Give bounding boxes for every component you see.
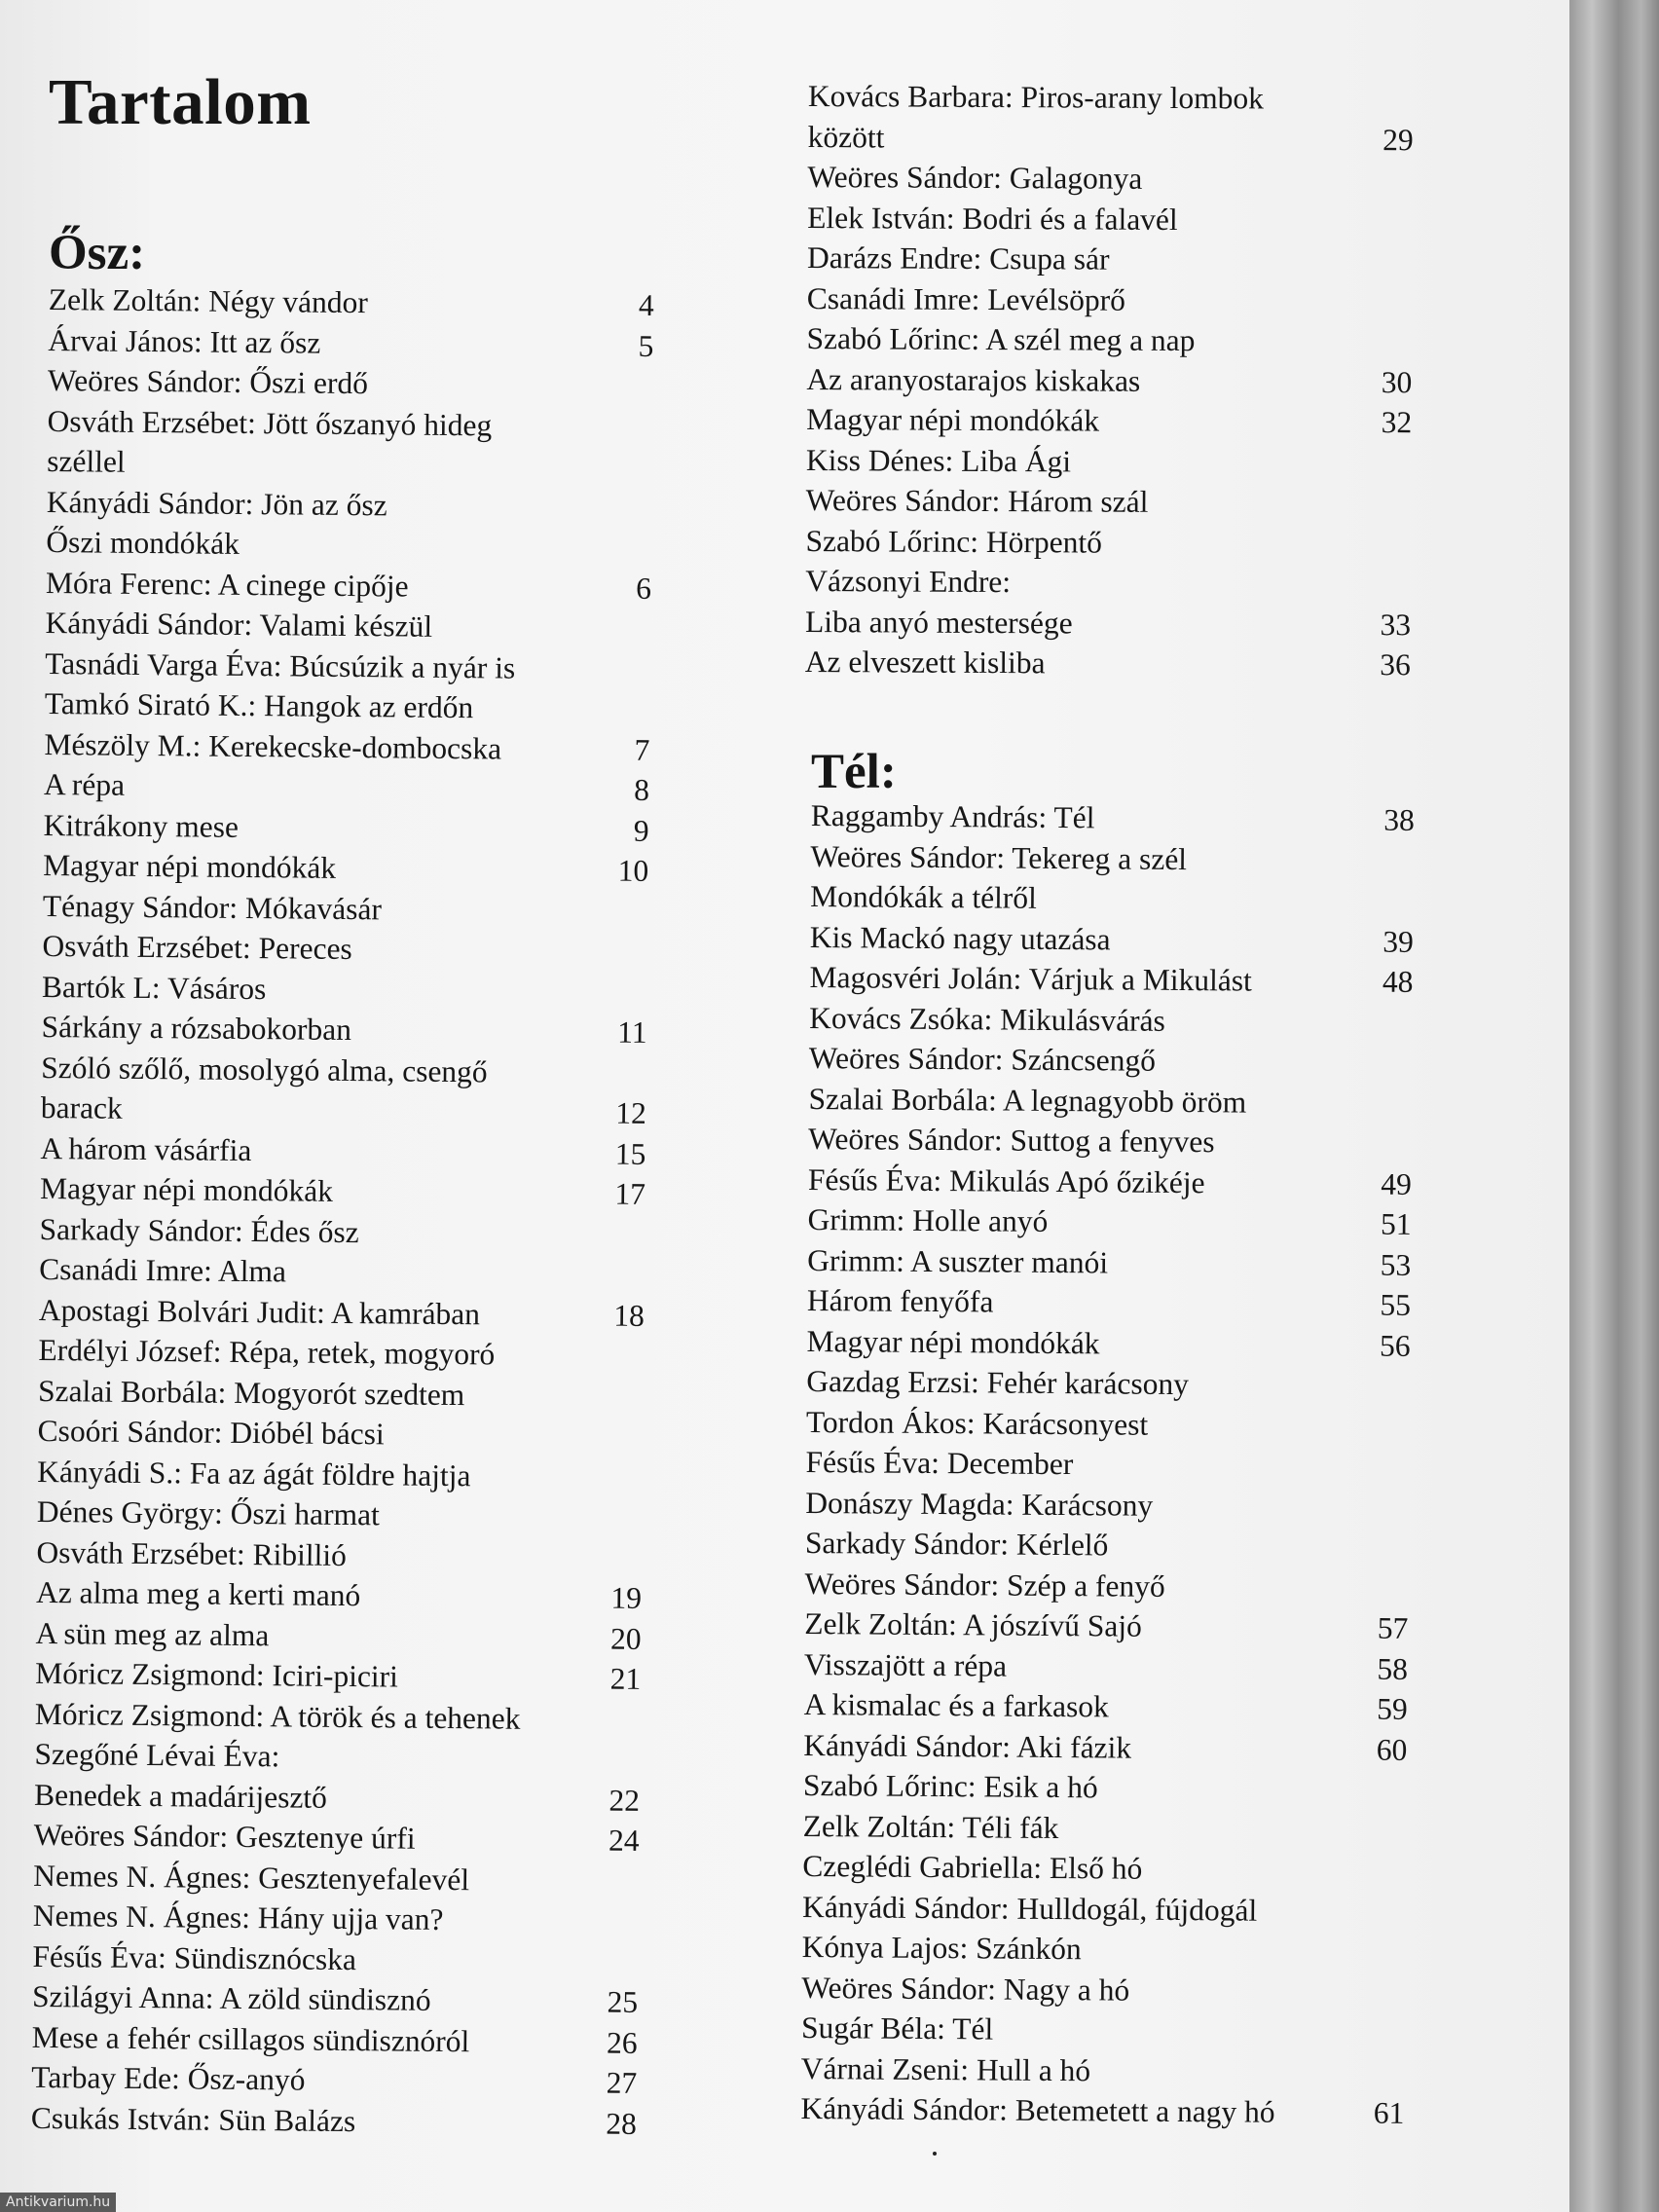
toc-entry [804, 1604, 1408, 1648]
toc-entry [35, 1612, 641, 1658]
toc-entry-title: Szabó Lőrinc: A szél meg a nap [806, 320, 1196, 358]
toc-entry-title: Szabó Lőrinc: Hörpentő [805, 523, 1103, 560]
toc-entry [37, 1451, 643, 1496]
toc-entry [39, 1289, 645, 1335]
toc-entry-page-number: 19 [610, 1580, 643, 1615]
toc-entry [49, 279, 654, 325]
toc-entry-title: Három fenyőfa [806, 1282, 994, 1319]
toc-entry-page-number: 11 [617, 1014, 647, 1050]
toc-entry [46, 522, 651, 568]
toc-entry [37, 1492, 643, 1537]
toc-entry-page-number: 22 [608, 1783, 641, 1818]
toc-entry [41, 1088, 646, 1133]
toc-entry [47, 400, 652, 446]
toc-entry-title: Kovács Barbara: Piros-arany lombok [807, 78, 1264, 116]
toc-entry [39, 1249, 645, 1295]
toc-entry [39, 1208, 645, 1254]
toc-entry-title: A répa [43, 766, 126, 802]
toc-entry-title: Erdélyi József: Répa, retek, mogyoró [38, 1332, 496, 1372]
toc-entry-title: Nemes N. Ágnes: Gesztenyefalevél [33, 1858, 470, 1897]
toc-entry [35, 1693, 641, 1739]
toc-entry-title: Mese a fehér csillagos sündisznóról [31, 2019, 470, 2058]
toc-entry-page-number: 21 [609, 1661, 642, 1696]
toc-entry [37, 1411, 643, 1456]
toc-entry-title: Mészöly M.: Kerekecske-dombocska [44, 726, 502, 765]
toc-entry-page-number: 5 [638, 328, 654, 363]
toc-entry-title: Weöres Sándor: Szép a fenyő [804, 1566, 1165, 1604]
toc-entry-page-number: 12 [615, 1095, 646, 1130]
toc-entry [42, 966, 647, 1012]
toc-entry-page-number: 25 [607, 1984, 639, 2019]
toc-entry [46, 562, 651, 608]
toc-entry-title: Weöres Sándor: Suttog a fenyves [808, 1121, 1215, 1160]
toc-entry-title: Zelk Zoltán: Téli fák [802, 1808, 1059, 1845]
toc-entry-page-number: 49 [1381, 1166, 1413, 1201]
toc-entry-title: Tordon Ákos: Karácsonyest [805, 1404, 1149, 1442]
toc-entry [44, 764, 649, 810]
toc-entry-title: Szilágyi Anna: A zöld sündisznó [31, 1978, 431, 2017]
toc-entry-title: Az alma meg a kerti manó [35, 1574, 361, 1613]
toc-entry-title: Fésűs Éva: December [805, 1444, 1074, 1482]
toc-entry [810, 876, 1414, 921]
toc-entry-page-number: 26 [606, 2025, 638, 2060]
toc-list-osz-continued [805, 76, 1414, 685]
toc-entry-page-number: 39 [1382, 924, 1414, 959]
toc-entry-title: Szegőné Lévai Éva: [34, 1736, 280, 1774]
toc-entry-title: Weöres Sándor: Három szál [805, 482, 1149, 519]
toc-entry-page-number: 30 [1381, 364, 1413, 399]
toc-entry [32, 1976, 638, 2022]
toc-entry-page-number: 61 [1373, 2095, 1405, 2130]
toc-entry-title: Liba anyó mestersége [804, 604, 1073, 640]
toc-entry-page-number: 51 [1380, 1206, 1412, 1241]
toc-entry [810, 835, 1414, 880]
toc-entry [38, 1330, 644, 1376]
toc-entry [805, 1523, 1409, 1567]
toc-entry-title: Osváth Erzsébet: Pereces [42, 928, 352, 967]
toc-entry [31, 2016, 637, 2062]
toc-entry [808, 116, 1414, 160]
toc-entry [805, 601, 1411, 645]
toc-entry-title: Csanádi Imre: Levélsöprő [806, 280, 1126, 317]
toc-entry-title: Osváth Erzsébet: Jött őszanyó hideg [47, 403, 493, 442]
toc-entry [805, 561, 1411, 605]
toc-entry-page-number: 48 [1382, 964, 1414, 999]
toc-entry-title: Magyar népi mondókák [43, 847, 337, 885]
toc-entry [807, 1280, 1411, 1325]
toc-entry [40, 1168, 645, 1214]
watermark: Antikvarium.hu [0, 2193, 116, 2212]
toc-entry-page-number: 38 [1383, 802, 1415, 837]
toc-entry-title: Vázsonyi Endre: [805, 563, 1012, 600]
toc-entry-title: Donászy Magda: Karácsony [805, 1485, 1154, 1523]
toc-entry-title: között [807, 119, 885, 154]
toc-entry-title: Szóló szőlő, mosolygó alma, csengő [41, 1050, 488, 1088]
toc-entry-title: Weöres Sándor: Tekereg a szél [810, 838, 1188, 876]
page-edge-stack [1569, 0, 1659, 2212]
toc-entry-title: Várnai Zseni: Hull a hó [800, 2050, 1091, 2087]
page-title: Tartalom [49, 66, 312, 138]
toc-entry [806, 1401, 1410, 1446]
toc-entry [47, 441, 652, 487]
toc-entry [33, 1855, 639, 1900]
toc-entry [43, 885, 648, 931]
section-heading-osz: Ősz: [49, 226, 146, 280]
toc-entry [803, 1805, 1407, 1850]
toc-entry-page-number: 56 [1379, 1328, 1411, 1363]
toc-entry-title: Apostagi Bolvári Judit: A kamrában [38, 1292, 481, 1331]
toc-entry [31, 2097, 637, 2143]
toc-entry [808, 1078, 1412, 1123]
toc-entry [44, 723, 649, 769]
toc-entry-title: Magyar népi mondókák [806, 1323, 1100, 1360]
toc-entry-page-number: 28 [606, 2106, 638, 2141]
toc-entry [805, 1442, 1409, 1487]
toc-entry-title: Árvai János: Itt az ősz [48, 322, 321, 360]
print-speck [933, 2152, 937, 2156]
toc-entry [31, 2057, 637, 2103]
toc-entry [809, 957, 1413, 1002]
toc-entry-title: Kis Mackó nagy utazása [809, 919, 1111, 956]
toc-entry-page-number: 18 [613, 1298, 645, 1333]
toc-entry [805, 642, 1411, 685]
toc-entry [807, 1239, 1411, 1284]
toc-entry [34, 1774, 640, 1820]
toc-entry [808, 1159, 1412, 1203]
toc-entry [801, 2008, 1405, 2052]
toc-entry [807, 277, 1413, 321]
toc-entry-page-number: 59 [1377, 1691, 1408, 1726]
toc-entry-page-number: 9 [633, 813, 649, 848]
toc-entry-title: Magyar népi mondókák [806, 401, 1100, 438]
toc-entry-title: Czeglédi Gabriella: Első hó [802, 1848, 1143, 1886]
toc-entry-title: Weöres Sándor: Gesztenye úrfi [33, 1817, 416, 1856]
toc-entry [801, 1967, 1405, 2011]
toc-entry-title: Szabó Lőrinc: Esik a hó [802, 1767, 1098, 1805]
toc-entry-page-number: 29 [1382, 122, 1414, 157]
toc-entry [40, 1127, 645, 1173]
toc-entry-title: Az elveszett kisliba [804, 644, 1046, 681]
toc-entry-title: Sarkady Sándor: Édes ősz [39, 1211, 359, 1249]
toc-entry-title: széllel [47, 443, 126, 479]
toc-entry-title: Kányádi Sándor: Jön az ősz [46, 484, 387, 522]
toc-entry-page-number: 10 [617, 853, 649, 888]
toc-entry-title: Kányádi Sándor: Betemetett a nagy hó [800, 2090, 1275, 2129]
toc-entry [808, 1119, 1412, 1163]
toc-entry-title: Kányádi Sándor: Hulldogál, fújdogál [801, 1889, 1258, 1928]
toc-entry-title: Sarkady Sándor: Kérlelő [804, 1525, 1109, 1563]
toc-entry [41, 1007, 646, 1052]
toc-entry [806, 1320, 1410, 1365]
toc-entry-title: Fésűs Éva: Mikulás Apó őzikéje [807, 1161, 1205, 1199]
toc-entry-title: Csoóri Sándor: Dióbél bácsi [37, 1413, 385, 1452]
toc-entry-title: Visszajött a répa [803, 1646, 1008, 1683]
toc-entry [806, 399, 1412, 443]
toc-entry-title: Ténagy Sándor: Mókavásár [42, 888, 383, 926]
toc-entry-title: Az aranyostarajos kiskakas [806, 361, 1141, 398]
toc-entry-title: Szalai Borbála: Mogyorót szedtem [37, 1373, 465, 1412]
toc-entry-page-number: 33 [1380, 607, 1412, 642]
toc-entry-title: Őszi mondókák [46, 524, 240, 561]
toc-entry-page-number: 36 [1380, 647, 1411, 682]
toc-entry [807, 238, 1413, 281]
toc-entry-page-number: 57 [1377, 1610, 1409, 1645]
toc-entry-title: A három vásárfia [40, 1130, 252, 1167]
toc-entry [36, 1531, 642, 1577]
toc-entry [48, 360, 653, 406]
toc-entry [803, 1724, 1407, 1769]
toc-entry-title: Kányádi Sándor: Valami készül [45, 605, 433, 644]
toc-entry [807, 157, 1413, 201]
toc-entry-title: Kányádi S.: Fa az ágát földre hajtja [37, 1454, 471, 1493]
toc-entry-title: Weöres Sándor: Nagy a hó [801, 1970, 1130, 2008]
toc-entry-title: A kismalac és a farkasok [803, 1686, 1109, 1724]
toc-entry-title: Nemes N. Ágnes: Hány ujja van? [32, 1898, 444, 1936]
toc-list-tel [800, 795, 1415, 2133]
toc-entry [805, 1482, 1409, 1527]
toc-entry-title: Dénes György: Őszi harmat [36, 1493, 380, 1532]
toc-entry-title: Móra Ferenc: A cinege cipője [45, 565, 409, 604]
toc-entry-page-number: 60 [1376, 1732, 1408, 1767]
toc-entry-title: Grimm: Holle anyó [807, 1201, 1049, 1238]
toc-entry [36, 1572, 642, 1618]
toc-entry [33, 1896, 639, 1941]
toc-entry [809, 997, 1413, 1042]
toc-entry [807, 1199, 1411, 1244]
toc-entry-title: Weöres Sándor: Őszi erdő [47, 362, 369, 401]
toc-entry-title: Weöres Sándor: Galagonya [807, 159, 1143, 196]
toc-entry-page-number: 53 [1380, 1247, 1412, 1282]
toc-entry [804, 1684, 1408, 1729]
toc-entry [804, 1643, 1408, 1688]
toc-entry-title: Kitrákony mese [43, 807, 240, 844]
toc-entry-page-number: 17 [614, 1176, 646, 1211]
toc-entry [810, 916, 1414, 961]
toc-entry [42, 926, 647, 972]
toc-entry [806, 1361, 1410, 1406]
toc-entry [800, 2088, 1404, 2133]
toc-entry-title: Móricz Zsigmond: A török és a tehenek [34, 1696, 521, 1736]
toc-entry [32, 1936, 638, 1981]
toc-entry-page-number: 58 [1377, 1651, 1409, 1686]
toc-entry-page-number: 6 [636, 571, 652, 606]
toc-entry-title: Tamkó Sirató K.: Hangok az erdőn [44, 685, 474, 725]
toc-entry [47, 481, 652, 527]
toc-entry-title: Magosvéri Jolán: Várjuk a Mikulást [809, 959, 1253, 998]
toc-entry [809, 1038, 1413, 1083]
toc-entry-title: Gazdag Erzsi: Fehér karácsony [806, 1363, 1190, 1402]
toc-entry-page-number: 24 [608, 1823, 640, 1858]
toc-entry [806, 480, 1412, 524]
toc-entry [33, 1815, 639, 1861]
toc-entry-title: A sün meg az alma [35, 1615, 270, 1652]
toc-entry-title: Weöres Sándor: Száncsengő [808, 1040, 1157, 1078]
toc-entry-title: Zelk Zoltán: A jószívű Sajó [804, 1605, 1142, 1643]
toc-entry-title: Mondókák a télről [810, 878, 1038, 915]
toc-entry-title: Kányádi Sándor: Aki fázik [803, 1727, 1132, 1765]
toc-entry-title: Fésűs Éva: Sündisznócska [32, 1938, 357, 1976]
toc-entry [806, 358, 1412, 402]
toc-entry-title: Elek István: Bodri és a falavél [807, 200, 1178, 237]
toc-entry [43, 845, 648, 891]
toc-entry [45, 683, 650, 729]
toc-entry-title: Szalai Borbála: A legnagyobb öröm [808, 1081, 1247, 1120]
toc-entry [802, 1886, 1406, 1931]
toc-entry-title: Zelk Zoltán: Négy vándor [48, 281, 368, 320]
toc-entry-title: Raggamby András: Tél [810, 797, 1095, 835]
toc-entry [802, 1846, 1406, 1891]
toc-entry-page-number: 55 [1380, 1287, 1412, 1322]
toc-entry-page-number: 20 [609, 1621, 642, 1656]
toc-entry-title: Sárkány a rózsabokorban [41, 1009, 352, 1048]
toc-entry [804, 1563, 1408, 1607]
toc-entry-page-number: 32 [1381, 405, 1413, 440]
toc-entry-title: Csukás István: Sün Balázs [30, 2100, 356, 2138]
toc-entry-title: Csanádi Imre: Alma [39, 1251, 287, 1289]
toc-entry [38, 1370, 644, 1416]
toc-entry-page-number: 27 [606, 2065, 638, 2100]
toc-entry [48, 319, 653, 365]
toc-entry-title: Benedek a madárijesztő [33, 1777, 328, 1815]
toc-entry [803, 1765, 1407, 1810]
toc-entry-title: Grimm: A suszter manói [807, 1242, 1109, 1279]
toc-entry-title: Kovács Zsóka: Mikulásvárás [809, 1000, 1166, 1038]
toc-entry-title: Kiss Dénes: Liba Ági [805, 442, 1072, 478]
toc-entry [807, 197, 1413, 240]
toc-entry-title: Móricz Zsigmond: Iciri-piciri [35, 1655, 399, 1694]
toc-entry [801, 2047, 1405, 2092]
toc-entry [811, 795, 1415, 840]
toc-list-osz [31, 279, 654, 2144]
toc-entry [35, 1653, 641, 1699]
toc-entry [43, 804, 648, 850]
toc-entry-title: Osváth Erzsébet: Ribillió [36, 1534, 348, 1572]
toc-entry-page-number: 15 [614, 1136, 646, 1171]
toc-entry-title: Tasnádi Varga Éva: Búcsúzik a nyár is [45, 645, 516, 685]
toc-entry-title: Magyar népi mondókák [39, 1170, 334, 1208]
toc-entry [805, 520, 1411, 564]
toc-entry [802, 1927, 1406, 1972]
toc-entry [34, 1734, 640, 1780]
toc-entry [806, 439, 1412, 483]
toc-entry-page-number: 4 [638, 287, 654, 322]
toc-entry-title: Kónya Lajos: Szánkón [801, 1929, 1082, 1967]
toc-entry-title: barack [40, 1089, 123, 1125]
toc-entry [806, 318, 1412, 362]
toc-entry-title: Darázs Endre: Csupa sár [806, 240, 1110, 276]
toc-entry-page-number: 7 [634, 732, 650, 767]
toc-entry [41, 1047, 646, 1092]
toc-entry [45, 603, 650, 648]
toc-entry-page-number: 8 [634, 772, 650, 807]
toc-entry [45, 643, 650, 688]
toc-entry-title: Sugár Béla: Tél [800, 2009, 994, 2046]
toc-entry [808, 76, 1414, 120]
toc-entry-title: Bartók L: Vásáros [41, 969, 267, 1006]
section-heading-tel: Tél: [811, 745, 897, 799]
toc-entry-title: Tarbay Ede: Ősz-anyó [31, 2059, 306, 2097]
